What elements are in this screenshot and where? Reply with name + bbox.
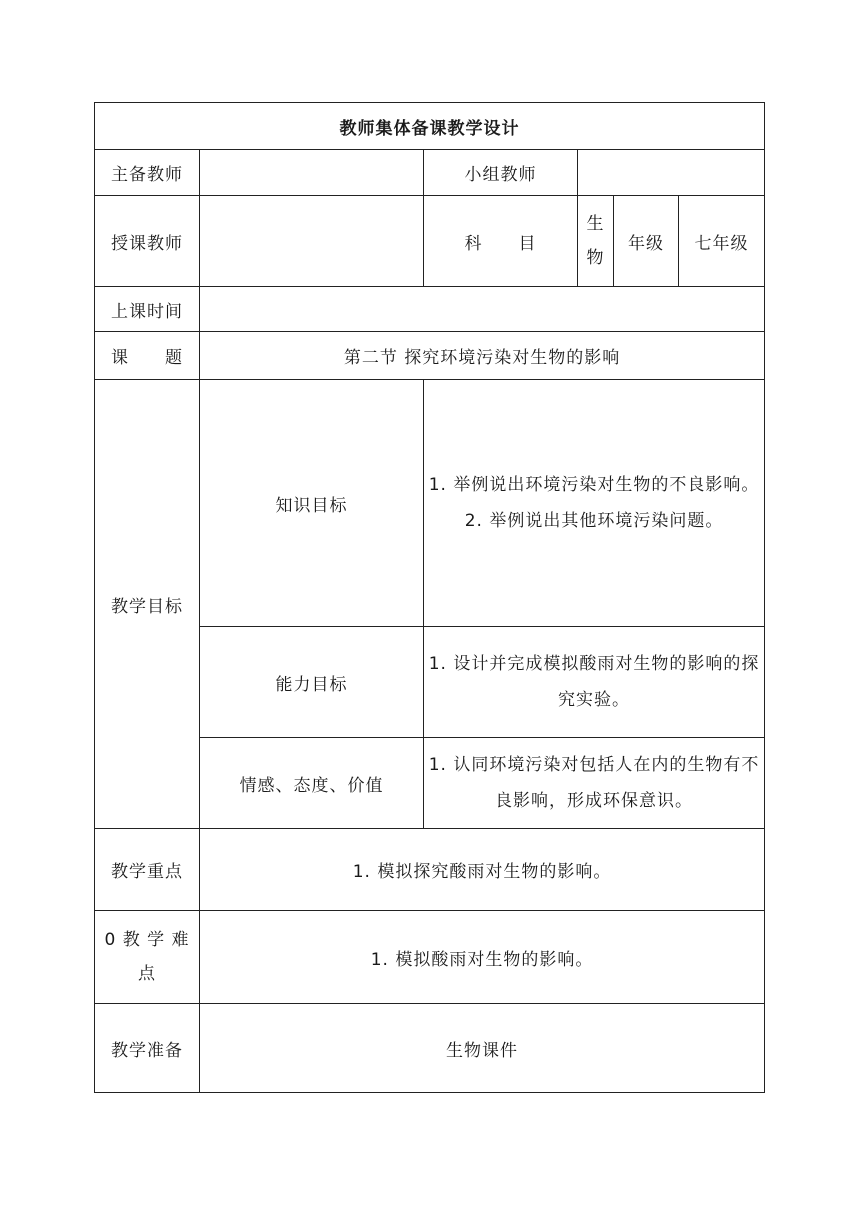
lesson-plan-table xyxy=(94,102,765,1093)
subject-value: 生物 xyxy=(578,196,614,287)
emotion-goal-label: 情感、态度、价值 xyxy=(200,738,424,829)
topic-label: 课 题 xyxy=(95,332,200,380)
ability-goal-item: 1. 设计并完成模拟酸雨对生物的影响的探究实验。 xyxy=(428,654,760,710)
difficulty-row xyxy=(95,911,765,1004)
grade-label: 年级 xyxy=(614,196,679,287)
preparation-row xyxy=(95,1004,765,1093)
ability-goal-content xyxy=(424,627,765,738)
time-value xyxy=(200,287,765,332)
time-label: 上课时间 xyxy=(95,287,200,332)
group-teacher-value xyxy=(578,150,765,196)
difficulty-value: 1. 模拟酸雨对生物的影响。 xyxy=(200,911,765,1004)
ability-goal-label: 能力目标 xyxy=(200,627,424,738)
grade-value: 七年级 xyxy=(679,196,765,287)
key-points-value: 1. 模拟探究酸雨对生物的影响。 xyxy=(200,829,765,911)
page-title: 教师集体备课教学设计 xyxy=(95,103,765,150)
subject-label: 科 目 xyxy=(424,196,578,287)
knowledge-goal-content xyxy=(424,380,765,627)
teaching-teacher-row xyxy=(95,196,765,287)
topic-value: 第二节 探究环境污染对生物的影响 xyxy=(200,332,765,380)
knowledge-goal-item: 2. 举例说出其他环境污染问题。 xyxy=(464,511,724,531)
teaching-teacher-value xyxy=(200,196,424,287)
time-row xyxy=(95,287,765,332)
knowledge-goal-row xyxy=(95,380,765,627)
key-points-row xyxy=(95,829,765,911)
lead-teacher-label: 主备教师 xyxy=(95,150,200,196)
knowledge-goal-item: 1. 举例说出环境污染对生物的不良影响。 xyxy=(428,475,760,495)
key-points-label: 教学重点 xyxy=(95,829,200,911)
title-row xyxy=(95,103,765,150)
topic-row xyxy=(95,332,765,380)
difficulty-label: 0 教 学 难 点 xyxy=(95,911,200,1004)
emotion-goal-content xyxy=(424,738,765,829)
preparation-label: 教学准备 xyxy=(95,1004,200,1093)
goals-label: 教学目标 xyxy=(95,380,200,829)
lead-teacher-row xyxy=(95,150,765,196)
preparation-value: 生物课件 xyxy=(200,1004,765,1093)
group-teacher-label: 小组教师 xyxy=(424,150,578,196)
lead-teacher-value xyxy=(200,150,424,196)
knowledge-goal-label: 知识目标 xyxy=(200,380,424,627)
emotion-goal-item: 1. 认同环境污染对包括人在内的生物有不良影响，形成环保意识。 xyxy=(428,755,760,811)
teaching-teacher-label: 授课教师 xyxy=(95,196,200,287)
